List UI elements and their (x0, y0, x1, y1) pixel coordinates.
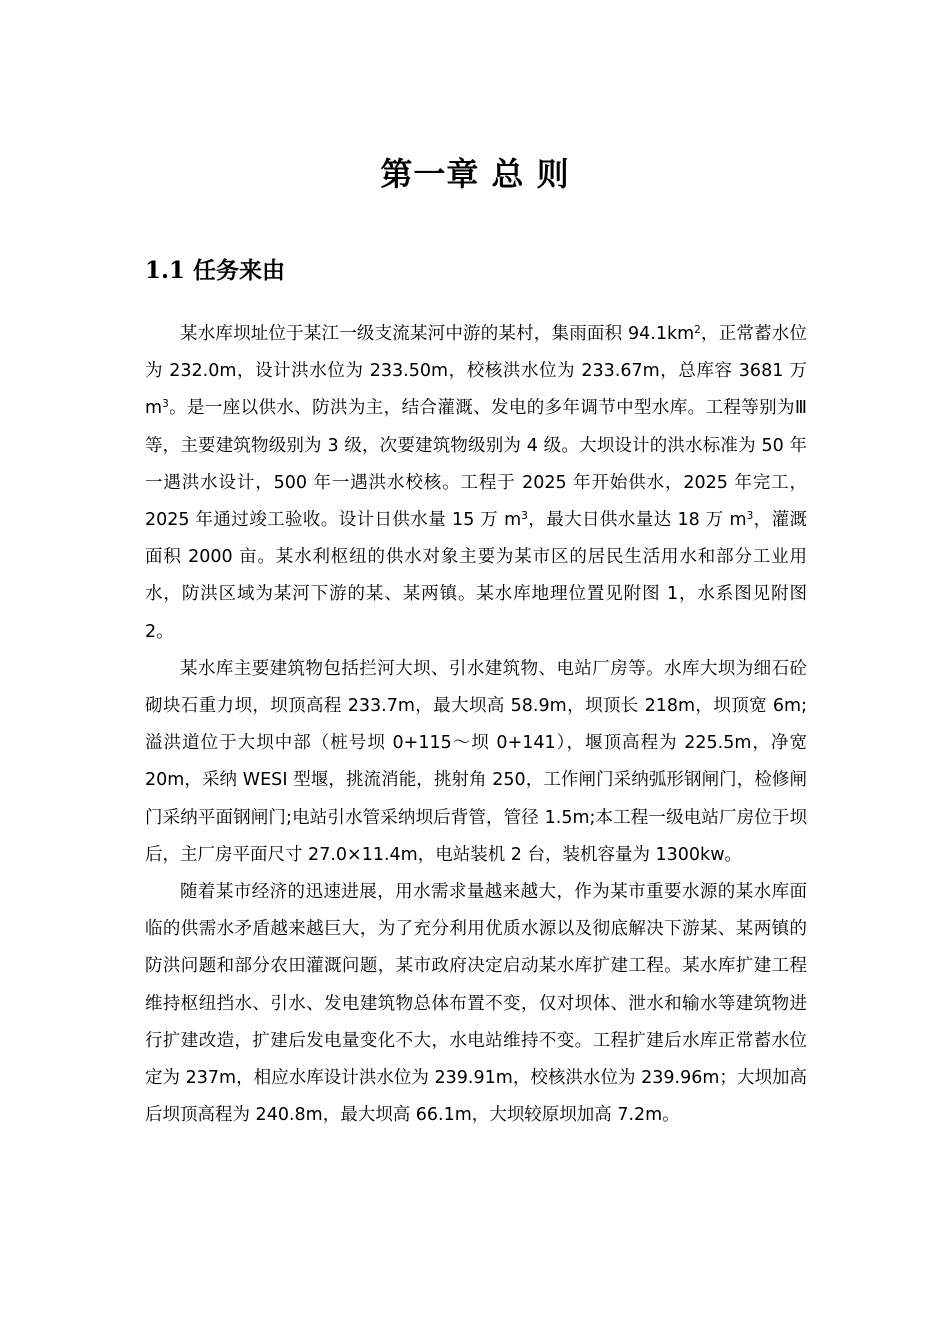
paragraph-1-text: ，最大日供水量达 18 万 m (527, 510, 747, 531)
superscript-2: 2 (694, 324, 701, 337)
chapter-title: 第一章 总 则 (380, 155, 570, 193)
superscript-3: 3 (162, 398, 169, 411)
superscript-3: 3 (521, 510, 528, 523)
paragraph-1-text: 。是一座以供水、防洪为主，结合灌溉、发电的多年调节中型水库。工程等别为Ⅲ等，主要建筑物级别为 3 级，次要建筑物级别为 4 级。大坝设计的洪水标准为 50 年一遇洪水设计，500 年一遇洪水校核。工程于 2025 年开始供水，2025 年完工，2025 年通过竣工验收。设计日供水量 15 万 m (145, 398, 807, 531)
paragraph-1-text: ，正常蓄水位为 232.0m，设计洪水位为 233.50m，校核洪水位为 233.67m，总库容 3681 万 m (145, 324, 808, 419)
body-text (145, 316, 807, 1134)
paragraph-1-text: 某水库坝址位于某江一级支流某河中游的某村，集雨面积 94.1km (180, 324, 695, 344)
paragraph-2: 某水库主要建筑物包括拦河大坝、引水建筑物、电站厂房等。水库大坝为细石砼砌块石重力坝，坝顶高程 233.7m，最大坝高 58.9m，坝顶长 218m，坝顶宽 6m;溢洪道位于大坝中部（桩号坝 0+115～坝 0+141），堰顶高程为 225.5m，净宽 20m，采纳 WESⅠ 型堰，挑流消能，挑射角 250，工作闸门采纳弧形钢闸门，检修闸门采纳平面钢闸门;电站引水管采纳坝后背管，管径 1.5m;本工程一级电站厂房位于坝后，主厂房平面尺寸 27.0×11.4m，电站装机 2 台，装机容量为 1300kw。 (145, 658, 807, 865)
paragraph-1-text: ，灌溉面积 2000 亩。某水利枢纽的供水对象主要为某市区的居民生活用水和部分工业用水，防洪区域为某河下游的某、某两镇。某水库地理位置见附图 1，水系图见附图 2。 (145, 510, 807, 642)
superscript-3: 3 (746, 510, 754, 523)
paragraph-3: 随着某市经济的迅速进展，用水需求量越来越大，作为某市重要水源的某水库面临的供需水矛盾越来越巨大，为了充分利用优质水源以及彻底解决下游某、某两镇的防洪问题和部分农田灌溉问题，某市政府决定启动某水库扩建工程。某水库扩建工程维持枢纽挡水、引水、发电建筑物总体布置不变，仅对坝体、泄水和输水等建筑物进行扩建改造，扩建后发电量变化不大，水电站维持不变。工程扩建后水库正常蓄水位定为 237m，相应水库设计洪水位为 239.91m，校核洪水位为 239.96m；大坝加高后坝顶高程为 240.8m，最大坝高 66.1m，大坝较原坝加高 7.2m。 (145, 882, 807, 1126)
section-title: 1.1 任务来由 (145, 257, 286, 284)
paragraph-1 (145, 316, 807, 651)
